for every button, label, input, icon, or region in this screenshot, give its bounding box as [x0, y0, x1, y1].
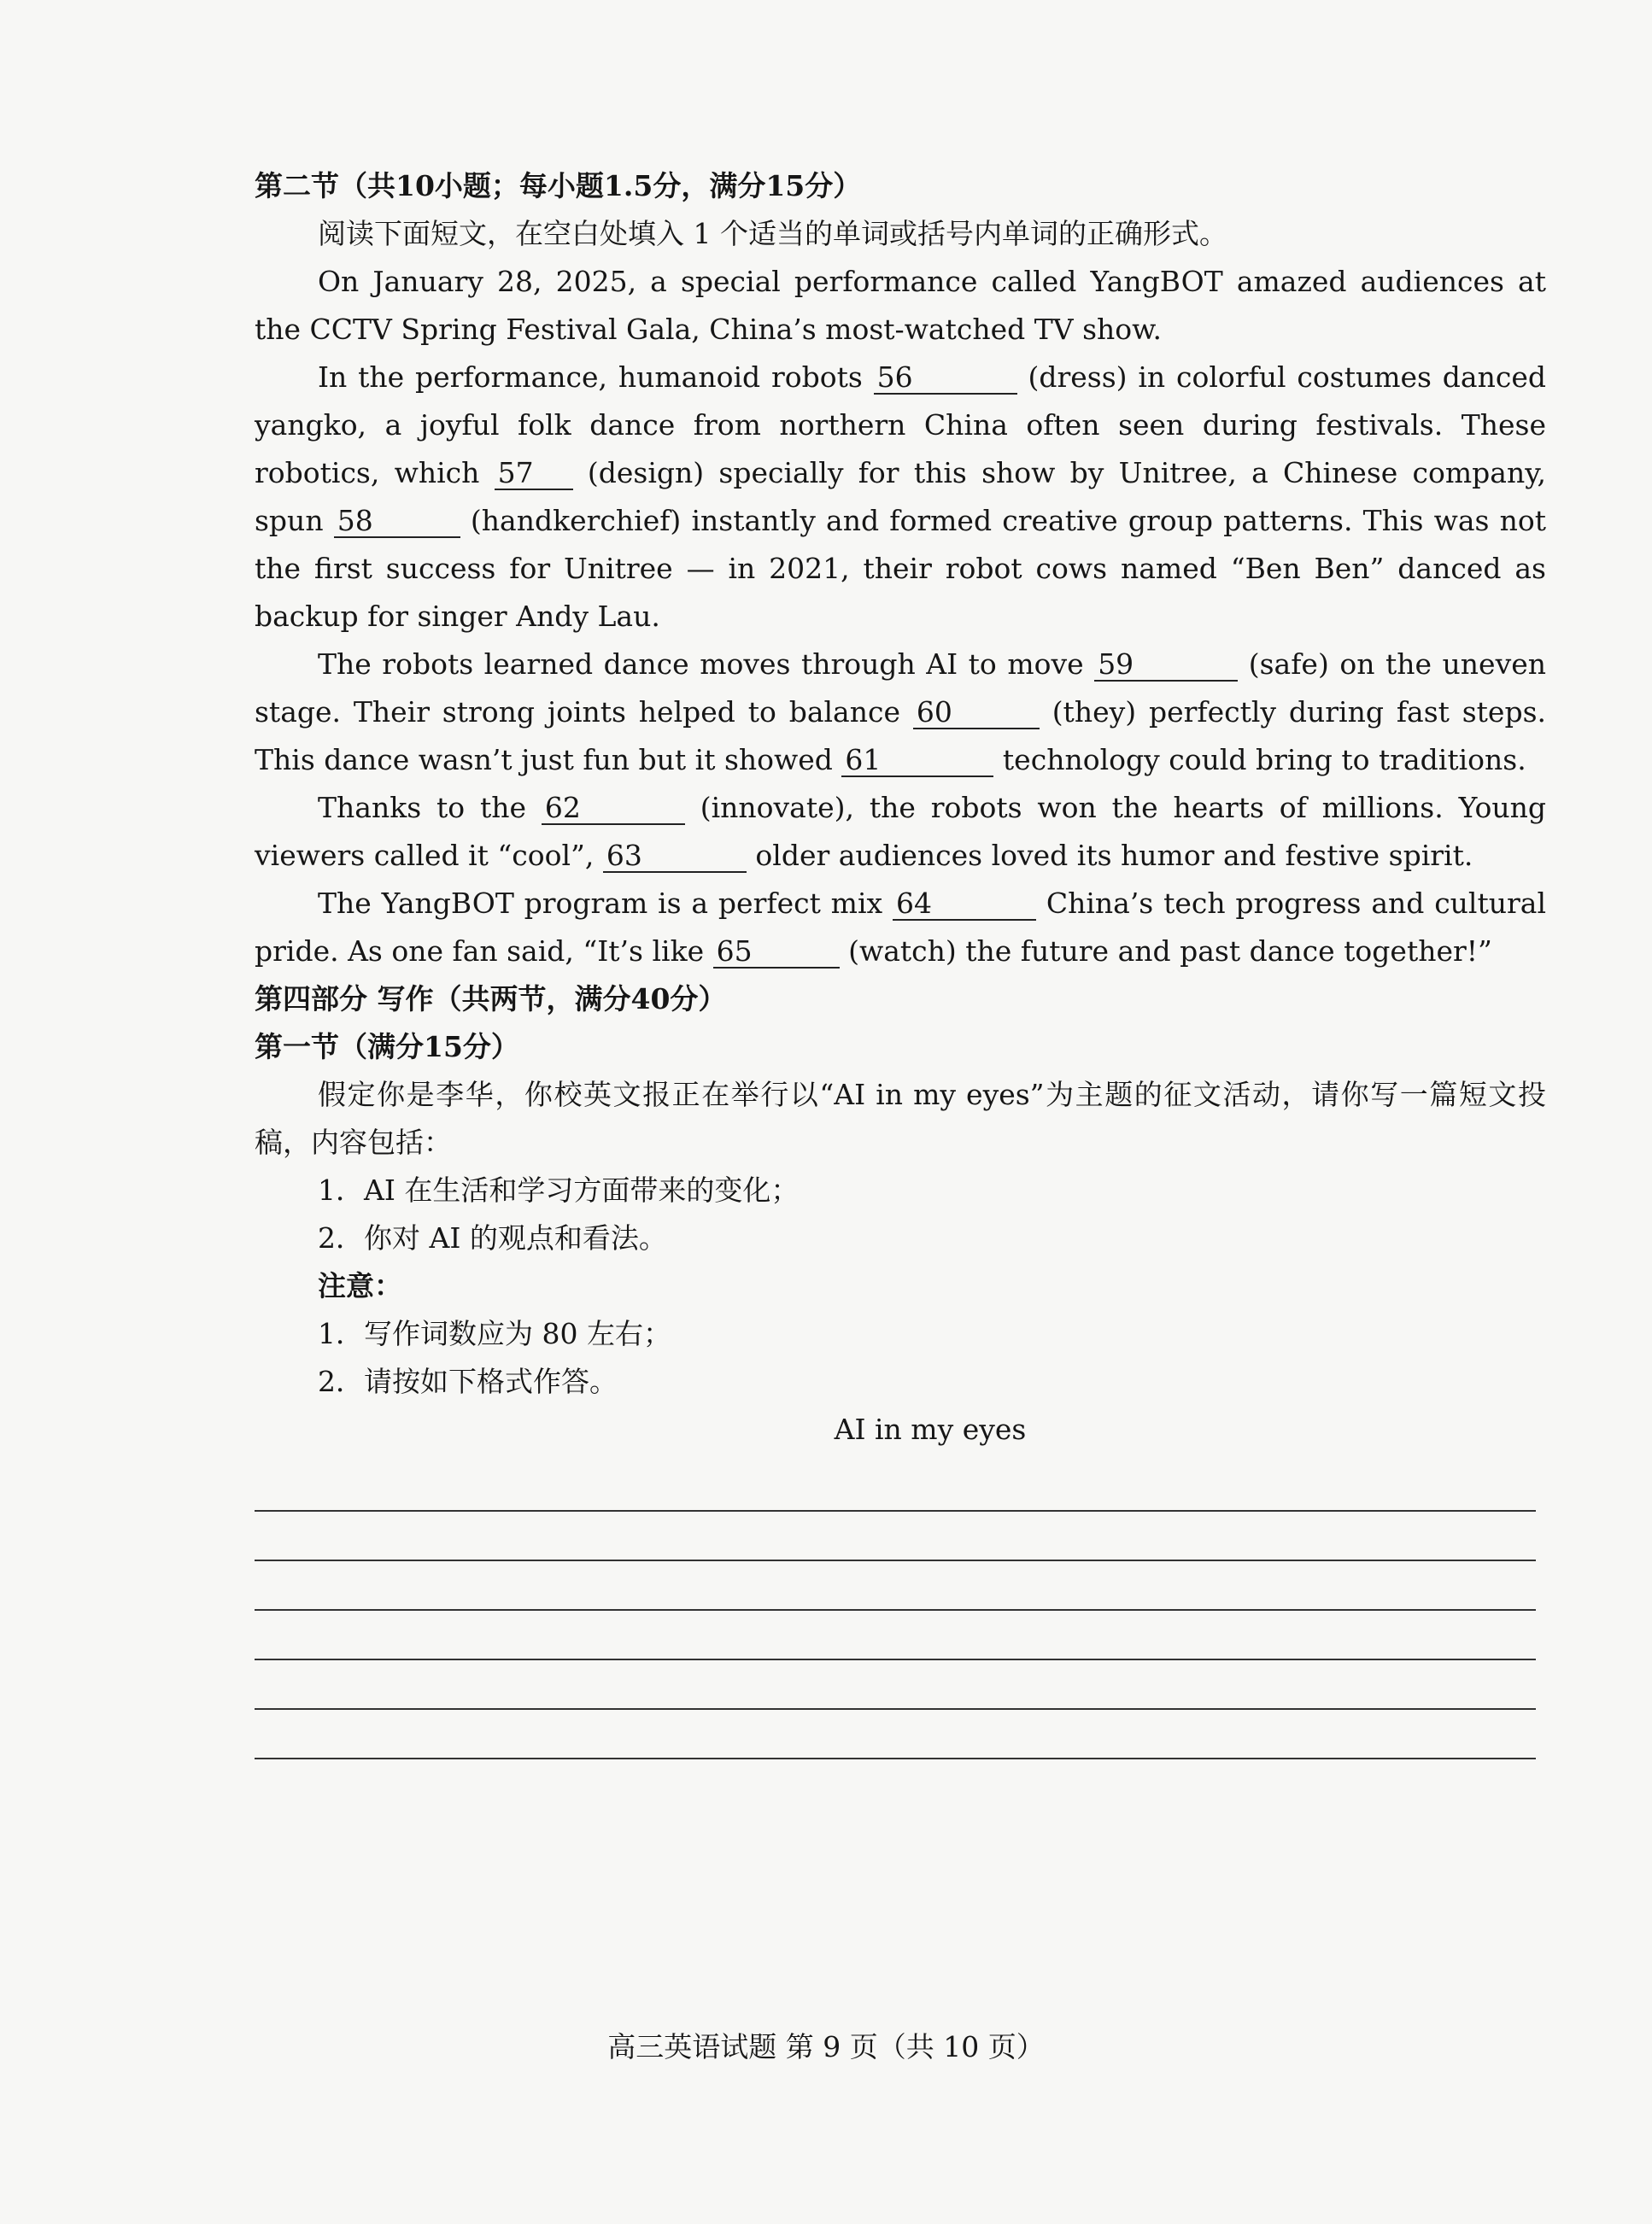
passage-text: The YangBOT program is a perfect mix [318, 887, 883, 920]
passage-text: (dress) in colorful costumes danced yangko, a joyful folk dance from northern China often seen during festivals. These robotics, which [255, 360, 1546, 489]
writing-area[interactable] [255, 1462, 1546, 1759]
essay-title: AI in my eyes [834, 1413, 1027, 1446]
passage-text: China’s tech progress and cultural pride. As one fan said, “It’s like [255, 887, 1547, 968]
passage-text: (they) perfectly during fast steps. This dance wasn’t just fun but it showed [255, 695, 1547, 776]
notice-item-1: 1．写作词数应为 80 左右； [318, 1317, 671, 1350]
blank-59[interactable]: 59 [1094, 649, 1238, 682]
writing-prompt: 假定你是李华，你校英文报正在举行以“AI in my eyes”为主题的征文活动，请你写一篇短文投稿，内容包括： [255, 1078, 1546, 1159]
passage-text: The robots learned dance moves through AI to move [318, 647, 1084, 681]
exam-page [255, 162, 1546, 1759]
passage-text: Thanks to the [318, 791, 526, 824]
content-item-1: 1．AI 在生活和学习方面带来的变化； [318, 1173, 800, 1207]
writing-line[interactable] [255, 1611, 1536, 1660]
writing-line[interactable] [255, 1462, 1536, 1512]
blank-62[interactable]: 62 [542, 793, 685, 825]
part4-section1-title: 第一节（满分15分） [255, 1030, 519, 1063]
passage-paragraph-3 [255, 641, 1546, 784]
passage-paragraph-4 [255, 784, 1546, 880]
blank-65[interactable]: 65 [713, 936, 840, 969]
blank-61[interactable]: 61 [841, 745, 993, 777]
blank-56[interactable]: 56 [874, 362, 1017, 395]
writing-line[interactable] [255, 1710, 1536, 1759]
passage-paragraph-2 [255, 354, 1546, 641]
section2-title: 第二节（共10小题；每小题1.5分，满分15分） [255, 169, 862, 202]
page-footer: 高三英语试题 第 9 页（共 10 页） [607, 2030, 1045, 2063]
blank-64[interactable]: 64 [893, 888, 1036, 921]
writing-line[interactable] [255, 1561, 1536, 1611]
blank-60[interactable]: 60 [913, 697, 1040, 729]
passage-text: In the performance, humanoid robots [318, 360, 863, 394]
notice-item-2: 2．请按如下格式作答。 [318, 1365, 618, 1398]
blank-63[interactable]: 63 [603, 840, 747, 873]
blank-58[interactable]: 58 [334, 506, 460, 538]
passage-text: older audiences loved its humor and festive spirit. [755, 839, 1473, 872]
blank-57[interactable]: 57 [495, 458, 573, 490]
passage-text: technology could bring to traditions. [1002, 743, 1526, 776]
passage-paragraph-5 [255, 880, 1546, 975]
section2-instruction: 阅读下面短文，在空白处填入 1 个适当的单词或括号内单词的正确形式。 [318, 217, 1227, 250]
part4-title: 第四部分 写作（共两节，满分40分） [255, 982, 727, 1015]
passage-paragraph-1: On January 28, 2025, a special performance called YangBOT amazed audiences at the CCTV Spring Festival Gala, China’s most-watched TV show. [255, 265, 1546, 346]
writing-line[interactable] [255, 1660, 1536, 1710]
passage-text: (innovate), the robots won the hearts of millions. Young viewers called it “cool”, [255, 791, 1546, 872]
content-item-2: 2．你对 AI 的观点和看法。 [318, 1221, 667, 1255]
passage-text: (watch) the future and past dance together!” [848, 934, 1492, 968]
passage-text: (handkerchief) instantly and formed creative group patterns. This was not the first success for Unitree — in 2021, their robot cows named “Ben Ben” danced as backup for singer Andy Lau. [255, 504, 1546, 633]
writing-line[interactable] [255, 1512, 1536, 1561]
notice-label: 注意： [318, 1269, 402, 1302]
passage-text: (design) specially for this show by Unitree, a Chinese company, spun [255, 456, 1546, 537]
passage-text: (safe) on the uneven stage. Their strong joints helped to balance [255, 647, 1546, 729]
